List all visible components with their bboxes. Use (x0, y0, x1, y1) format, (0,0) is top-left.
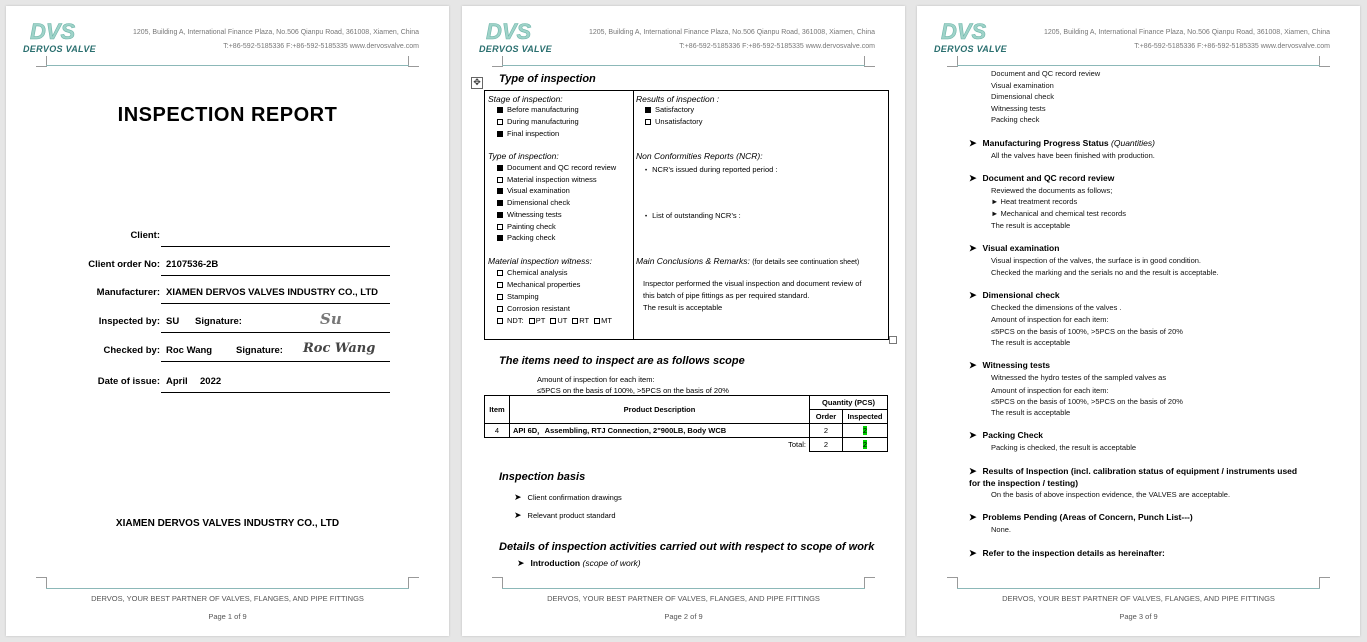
results-heading: Results of inspection : (636, 94, 720, 104)
checklist-item (645, 105, 694, 114)
checkbox-icon[interactable] (497, 318, 503, 324)
corner-mark (408, 577, 419, 588)
checklist-item (497, 129, 559, 138)
checklist-label: During manufacturing (507, 117, 579, 126)
section-text: Reviewed the documents as follows; (991, 186, 1113, 195)
checklist-item (645, 117, 703, 126)
footer-divider (502, 588, 865, 589)
svg-text:DVS: DVS (941, 20, 987, 42)
section-text: ≤5PCS on the basis of 100%, >5PCS on the basis of 20% (991, 327, 1183, 336)
highlight-value: 2 (862, 426, 868, 435)
inspected-by-value: SU (166, 316, 180, 327)
checked-by-row (6, 341, 449, 361)
section-text: Witnessed the hydro testes of the sampled valves as (991, 373, 1167, 382)
section-text: The result is acceptable (991, 338, 1071, 347)
date-label: Date of issue: (97, 376, 160, 387)
dvs-logo-icon (28, 20, 92, 42)
ndt-pt: PT (535, 316, 546, 325)
material-heading: Material inspection witness: (488, 256, 592, 266)
checklist-label: Satisfactory (655, 105, 695, 114)
basis-heading: Inspection basis (499, 471, 586, 483)
arrow-icon: ➤ (969, 290, 977, 300)
checklist-label: Painting check (507, 221, 556, 231)
total-order: 2 (810, 438, 843, 452)
field-line (161, 392, 390, 393)
intro-item: ➤ Introduction (scope of work) (517, 558, 641, 568)
date-month: April (166, 376, 188, 387)
page-number: Page 3 of 9 (1119, 612, 1158, 621)
checkbox-icon[interactable] (497, 177, 503, 183)
page-3 (917, 6, 1360, 636)
company-name: XIAMEN DERVOS VALVES INDUSTRY CO., LTD (115, 518, 340, 529)
header-address (589, 26, 875, 54)
checkbox-icon[interactable] (497, 224, 503, 230)
section-text: The result is acceptable (991, 221, 1071, 230)
arrow-icon: ➤ (969, 360, 977, 370)
table-header-row (485, 396, 888, 410)
address-line: 1205, Building A, International Finance Plaza, No.506 Qianpu Road, 361008, Xiamen, China (132, 29, 419, 36)
field-line (161, 303, 390, 304)
grid-divider (633, 91, 634, 339)
corner-mark (864, 577, 875, 588)
section-text: ► Heat treatment records (991, 197, 1078, 206)
ndt-row (497, 316, 612, 325)
contact-line: T:+86-592-5185336 F:+86-592-5185335 www.dervosvalve.com (679, 43, 875, 50)
ncr-outstanding: • List of outstanding NCR’s : (645, 211, 741, 220)
checklist-label: Before manufacturing (507, 105, 579, 114)
checklist-label: Unsatisfactory (655, 117, 703, 126)
conclusions-text-3: The result is acceptable (643, 303, 723, 312)
section-text: Amount of inspection for each item: (991, 386, 1109, 395)
checklist-item (497, 268, 567, 277)
highlight-value: 2 (862, 440, 868, 449)
dvs-logo-icon (484, 20, 548, 42)
cell-desc: API 6D，Assembling, RTJ Connection, 2"900LB, Body WCB (510, 424, 810, 438)
header-address (133, 26, 419, 54)
checked-box-icon[interactable] (497, 235, 503, 241)
table-row (485, 424, 888, 438)
section-text: ≤5PCS on the basis of 100%, >5PCS on the basis of 20% (991, 397, 1183, 406)
checkbox-icon[interactable] (550, 318, 556, 324)
checked-box-icon[interactable] (497, 165, 503, 171)
section-text: Amount of inspection for each item: (991, 315, 1109, 324)
checklist-item (497, 233, 555, 242)
footer-slogan: DERVOS, YOUR BEST PARTNER OF VALVES, FLANGES, AND PIPE FITTINGS (547, 594, 820, 603)
client-order-label: Client order No: (88, 259, 160, 270)
checkbox-icon[interactable] (497, 270, 503, 276)
page-number: Page 1 of 9 (208, 612, 247, 621)
section-text: ► Mechanical and chemical test records (991, 209, 1126, 218)
col-desc: Product Description (510, 396, 810, 424)
cell-order: 2 (810, 424, 843, 438)
svg-text:DVS: DVS (486, 20, 532, 42)
arrow-icon: ➤ (969, 173, 977, 183)
checked-box-icon[interactable] (497, 131, 503, 137)
checklist-label: Stamping (507, 292, 539, 301)
section-results: ➤ Results of Inspection (incl. calibration status of equipment / instruments used (969, 466, 1298, 476)
checklist-label: Witnessing tests (507, 209, 562, 219)
amount-line-1: Amount of inspection for each item: (537, 375, 655, 384)
signature-label: Signature: (236, 345, 283, 356)
section-text: Visual inspection of the valves, the surface is in good condition. (991, 256, 1201, 265)
signature-su: Su (320, 310, 342, 328)
svg-text:DVS: DVS (30, 20, 76, 42)
section-witnessing: ➤ Witnessing tests (969, 360, 1051, 370)
ndt-mt: MT (601, 316, 612, 325)
logo-text: DERVOS VALVE (23, 44, 96, 54)
corner-mark (947, 577, 958, 588)
section-text: None. (991, 525, 1012, 534)
basis-item-1: ➤ Client confirmation drawings (514, 492, 622, 502)
checked-box-icon[interactable] (497, 200, 503, 206)
checklist-item (497, 105, 579, 114)
header-divider (957, 65, 1320, 66)
arrow-icon: ➤ (969, 548, 977, 558)
footer-divider (46, 588, 409, 589)
section-refer: ➤ Refer to the inspection details as hereinafter: (969, 548, 1165, 558)
checklist-item (497, 198, 570, 207)
field-line (161, 246, 390, 247)
checkbox-icon[interactable] (529, 318, 535, 324)
type-heading: Type of inspection (499, 73, 596, 85)
checklist-label: Material inspection witness (507, 174, 597, 184)
type-sub-heading: Type of inspection: (488, 151, 559, 161)
checklist-label: Dimensional check (507, 198, 570, 208)
checklist-label: Document and QC record review (507, 163, 617, 172)
checked-by-value: Roc Wang (166, 345, 213, 356)
section-text: All the valves have been finished with production. (991, 151, 1155, 160)
dvs-logo-icon (939, 20, 1003, 42)
total-inspected (843, 438, 888, 452)
table-total-row (485, 438, 888, 452)
page-number: Page 2 of 9 (664, 612, 703, 621)
field-line (161, 275, 390, 276)
section-progress: ➤ Manufacturing Progress Status (Quantities) (969, 138, 1155, 148)
field-line (161, 332, 390, 333)
date-year: 2022 (200, 376, 222, 387)
table-resize-handle-icon[interactable] (889, 336, 897, 344)
inspected-by-label: Inspected by: (98, 316, 160, 327)
section-text: Checked the marking and the serials no and the result is acceptable. (991, 268, 1219, 277)
section-text: On the basis of above inspection evidence, the VALVES are acceptable. (991, 490, 1231, 499)
checkbox-icon[interactable] (497, 282, 503, 288)
client-order-value: 2107536-2B (166, 259, 219, 270)
checklist-item (497, 304, 570, 313)
checklist-label: Mechanical properties (507, 280, 581, 289)
arrow-icon: ➤ (969, 138, 977, 148)
arrow-icon: ➤ (517, 558, 525, 568)
checklist-item (497, 222, 556, 231)
conclusions-text-1: Inspector performed the visual inspection and document review of (643, 279, 862, 288)
address-line: 1205, Building A, International Finance Plaza, No.506 Qianpu Road, 361008, Xiamen, China (588, 29, 875, 36)
header-divider (46, 65, 409, 66)
section-text: The result is acceptable (991, 408, 1071, 417)
contact-line: T:+86-592-5185336 F:+86-592-5185335 www.dervosvalve.com (223, 43, 419, 50)
address-line: 1205, Building A, International Finance Plaza, No.506 Qianpu Road, 361008, Xiamen, China (1043, 29, 1330, 36)
checkbox-icon[interactable] (497, 294, 503, 300)
checkbox-icon[interactable] (497, 306, 503, 312)
checked-box-icon[interactable] (497, 212, 503, 218)
total-label: Total: (485, 438, 810, 452)
checklist-item (497, 280, 580, 289)
checkbox-icon[interactable] (497, 119, 503, 125)
page-2 (462, 6, 905, 636)
footer-divider (957, 588, 1320, 589)
header-divider (502, 65, 865, 66)
section-text: Packing is checked, the result is acceptable (991, 443, 1137, 452)
checklist-item (497, 175, 597, 184)
amount-line-2: ≤5PCS on the basis of 100%, >5PCS on the basis of 20% (537, 386, 729, 395)
checkbox-icon[interactable] (645, 119, 651, 125)
page-1 (6, 6, 449, 636)
basis-item-2: ➤ Relevant product standard (514, 510, 616, 520)
col-order: Order (810, 410, 843, 424)
details-heading: Details of inspection activities carried out with respect to scope of work (499, 541, 875, 553)
date-row (6, 372, 449, 392)
signature-roc-wang: Roc Wang (303, 341, 376, 356)
checked-box-icon[interactable] (645, 107, 651, 113)
manufacturer-row (6, 283, 449, 303)
col-inspected: Inspected (843, 410, 888, 424)
checklist-item (497, 292, 539, 301)
scope-list-item: Dimensional check (991, 92, 1054, 102)
ndt-rt: RT (579, 316, 590, 325)
section-results-cont: for the inspection / testing) (969, 478, 1079, 488)
section-dimensional: ➤ Dimensional check (969, 290, 1060, 300)
section-problems: ➤ Problems Pending (Areas of Concern, Punch List---) (969, 512, 1193, 522)
client-row (6, 226, 449, 246)
ndt-ut: UT (557, 316, 568, 325)
ncr-issued: • NCR’s issued during reported period : (645, 165, 778, 174)
checklist-item (497, 163, 616, 172)
arrow-icon: ➤ (514, 492, 522, 502)
checked-by-label: Checked by: (103, 345, 160, 356)
checklist-item (497, 117, 579, 126)
section-text: Checked the dimensions of the valves . (991, 303, 1122, 312)
manufacturer-label: Manufacturer: (96, 287, 160, 298)
cell-inspected (843, 424, 888, 438)
arrow-icon: ➤ (969, 243, 977, 253)
corner-mark (36, 577, 47, 588)
checklist-item (497, 186, 570, 195)
checkbox-icon[interactable] (594, 318, 600, 324)
arrow-icon: ➤ (514, 510, 522, 520)
manufacturer-value: XIAMEN DERVOS VALVES INDUSTRY CO., LTD (166, 287, 379, 298)
checked-box-icon[interactable] (497, 188, 503, 194)
signature-label: Signature: (195, 316, 242, 327)
page-title: INSPECTION REPORT (117, 104, 338, 126)
corner-mark (1319, 56, 1330, 67)
scope-list-item: Document and QC record review (991, 69, 1101, 78)
client-order-row (6, 255, 449, 275)
scope-list-item: Witnessing tests (991, 103, 1046, 113)
corner-mark (864, 56, 875, 67)
arrow-icon: ➤ (969, 466, 977, 476)
ndt-label: NDT: (507, 316, 524, 325)
section-visual: ➤ Visual examination (969, 243, 1060, 253)
items-heading: The items need to inspect are as follows scope (499, 355, 745, 367)
footer-slogan: DERVOS, YOUR BEST PARTNER OF VALVES, FLANGES, AND PIPE FITTINGS (1002, 594, 1275, 603)
corner-mark (408, 56, 419, 67)
checklist-item (497, 210, 562, 219)
header-address (1044, 26, 1330, 54)
arrow-icon: ➤ (969, 512, 977, 522)
conclusions-heading: Main Conclusions & Remarks: (for details see continuation sheet) (636, 256, 860, 266)
checklist-label: Visual examination (507, 186, 570, 196)
checklist-label: Chemical analysis (507, 268, 568, 277)
items-table (484, 395, 888, 452)
scope-list-item: Visual examination (991, 80, 1054, 90)
table-move-handle-icon[interactable]: ✥ (471, 77, 483, 89)
arrow-icon: ➤ (969, 430, 977, 440)
client-label: Client: (130, 230, 160, 241)
section-packing: ➤ Packing Check (969, 430, 1044, 440)
col-qty: Quantity (PCS) (810, 396, 888, 410)
logo-text: DERVOS VALVE (479, 44, 552, 54)
checkbox-icon[interactable] (572, 318, 578, 324)
section-document-review: ➤ Document and QC record review (969, 173, 1115, 183)
inspected-by-row (6, 312, 449, 332)
corner-mark (492, 577, 503, 588)
checked-box-icon[interactable] (497, 107, 503, 113)
checklist-label: Packing check (507, 233, 556, 243)
footer-slogan: DERVOS, YOUR BEST PARTNER OF VALVES, FLANGES, AND PIPE FITTINGS (91, 594, 364, 603)
checklist-label: Final inspection (507, 129, 560, 138)
field-line (161, 361, 390, 362)
scope-list-item: Packing check (991, 115, 1040, 125)
conclusions-text-2: this batch of pipe fittings as per required standard. (643, 291, 810, 300)
contact-line: T:+86-592-5185336 F:+86-592-5185335 www.dervosvalve.com (1134, 43, 1330, 50)
cell-item: 4 (485, 424, 510, 438)
corner-mark (1319, 577, 1330, 588)
col-item: Item (485, 396, 510, 424)
stage-heading: Stage of inspection: (488, 94, 563, 104)
logo-text: DERVOS VALVE (934, 44, 1007, 54)
inspection-grid (484, 90, 889, 340)
checklist-label: Corrosion resistant (507, 304, 570, 313)
ncr-heading: Non Conformities Reports (NCR): (636, 151, 763, 161)
